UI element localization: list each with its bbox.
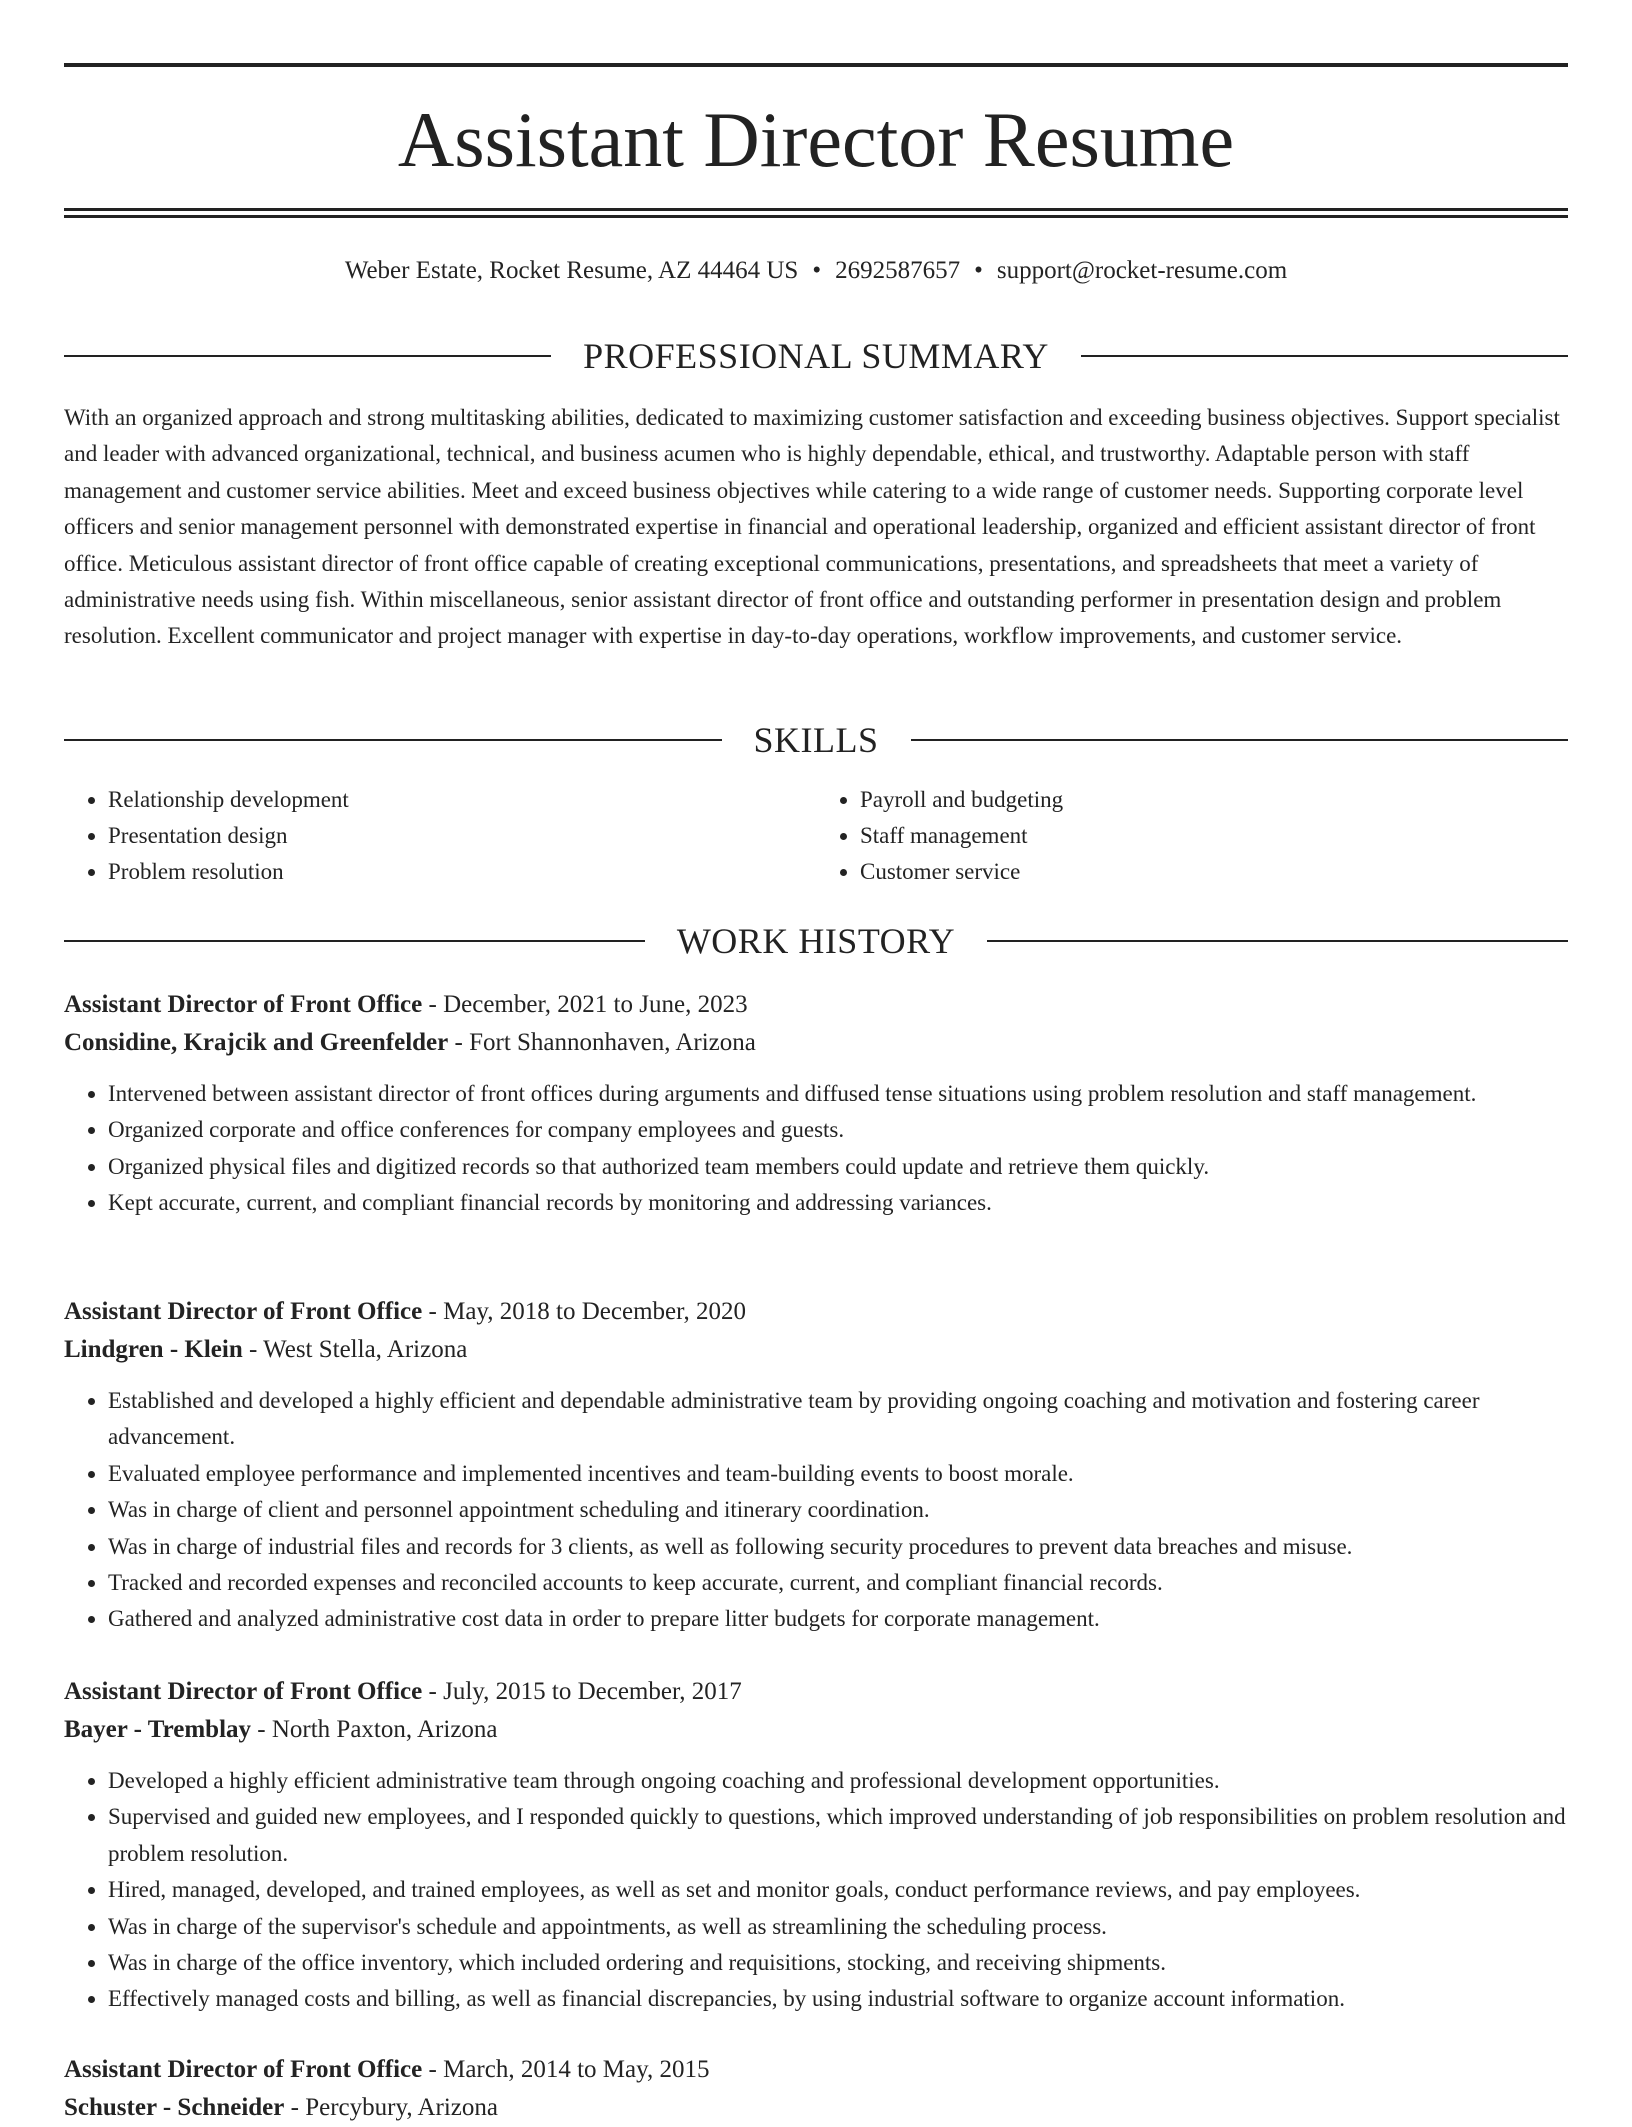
job-company-line	[64, 1331, 1568, 1369]
job-bullet: • Kept accurate, current, and compliant financial records by monitoring and addressing variances.	[108, 1185, 1568, 1221]
job-title-line	[64, 2051, 1568, 2089]
job-bullet: • Evaluated employee performance and implemented incentives and team-building events to boost morale.	[108, 1456, 1568, 1492]
job-company: Considine, Krajcik and Greenfelder	[64, 1029, 449, 1056]
job-bullet: • Hired, managed, developed, and trained employees, as well as set and monitor goals, conduct performance reviews, and pay employees.	[108, 1872, 1568, 1908]
job-title-line	[64, 1293, 1568, 1331]
job-bullet: • Was in charge of the supervisor's schedule and appointments, as well as streamlining the scheduling process.	[108, 1909, 1568, 1945]
double-rule	[64, 208, 1568, 218]
skill-item: • Problem resolution	[108, 854, 816, 890]
job-company-line	[64, 1024, 1568, 1062]
job-title-line	[64, 986, 1568, 1024]
job-dates: - May, 2018 to December, 2020	[428, 1298, 746, 1325]
separator-bullet: •	[812, 257, 822, 284]
job-location: - North Paxton, Arizona	[257, 1716, 498, 1743]
divider-line	[1081, 355, 1568, 357]
job-title: Assistant Director of Front Office	[64, 1298, 423, 1325]
job-entry	[64, 1293, 1568, 1638]
summary-heading: PROFESSIONAL SUMMARY	[583, 336, 1049, 376]
job-entry	[64, 986, 1568, 1222]
skill-item: • Customer service	[860, 854, 1568, 890]
skill-item: • Payroll and budgeting	[860, 782, 1568, 818]
job-bullet: • Gathered and analyzed administrative cost data in order to prepare litter budgets for corporate management.	[108, 1601, 1568, 1637]
job-bullet: • Was in charge of industrial files and records for 3 clients, as well as following security procedures to prevent data breaches and misuse.	[108, 1529, 1568, 1565]
resume-title: Assistant Director Resume	[397, 96, 1235, 183]
job-company-line	[64, 2089, 1568, 2127]
email[interactable]: support@rocket-resume.com	[996, 257, 1288, 284]
job-company: Lindgren - Klein	[64, 1336, 243, 1363]
skills-list	[64, 782, 1568, 890]
skills-heading: SKILLS	[753, 720, 879, 760]
job-bullets	[64, 1383, 1568, 1638]
job-location: - Percybury, Arizona	[290, 2094, 498, 2121]
divider-line	[911, 739, 1569, 741]
job-title: Assistant Director of Front Office	[64, 1678, 423, 1705]
job-location: - Fort Shannonhaven, Arizona	[454, 1029, 756, 1056]
divider-line	[64, 940, 645, 942]
job-title-line	[64, 1673, 1568, 1711]
job-dates: - July, 2015 to December, 2017	[428, 1678, 742, 1705]
skill-item: • Staff management	[860, 818, 1568, 854]
summary-heading-row	[64, 334, 1568, 378]
job-company: Schuster - Schneider	[64, 2094, 285, 2121]
job-bullet: • Was in charge of client and personnel appointment scheduling and itinerary coordination.	[108, 1492, 1568, 1528]
job-bullet: • Supervised and guided new employees, and I responded quickly to questions, which improved understanding of job responsibilities on problem resolution and problem resolution.	[108, 1799, 1568, 1872]
phone: 2692587657	[835, 257, 961, 284]
job-location: - West Stella, Arizona	[249, 1336, 468, 1363]
skills-column-right	[816, 782, 1568, 890]
skills-heading-row	[64, 718, 1568, 762]
skills-column-left	[64, 782, 816, 890]
skill-item: • Presentation design	[108, 818, 816, 854]
divider-line	[987, 940, 1568, 942]
separator-bullet: •	[974, 257, 983, 284]
top-rule	[64, 63, 1568, 67]
divider-line	[64, 355, 551, 357]
job-company-line	[64, 1711, 1568, 1749]
job-bullet: • Tracked and recorded expenses and reconciled accounts to keep accurate, current, and compliant financial records.	[108, 1565, 1568, 1601]
work-heading: WORK HISTORY	[676, 921, 956, 961]
job-bullet: • Organized physical files and digitized records so that authorized team members could update and retrieve them quickly.	[108, 1149, 1568, 1185]
summary-text: With an organized approach and strong multitasking abilities, dedicated to maximizing customer satisfaction and exceeding business objectives. Support specialist and leader with advanced organizational, technical, and business acumen who is highly dependable, ethical, and trustworthy. Adaptable person with staff management and customer service abilities. Meet and exceed business objectives while catering to a wide range of customer needs. Supporting corporate level officers and senior management personnel with demonstrated expertise in financial and operational leadership, organized and efficient assistant director of front office. Meticulous assistant director of front office capable of creating exceptional communications, presentations, and spreadsheets that meet a variety of administrative needs using fish. Within miscellaneous, senior assistant director of front office and outstanding performer in presentation design and problem resolution. Excellent communicator and project manager with expertise in day-to-day operations, workflow improvements, and customer service.	[64, 405, 1560, 649]
job-bullet: • Organized corporate and office conferences for company employees and guests.	[108, 1112, 1568, 1148]
divider-line	[64, 739, 722, 741]
job-bullet: • Intervened between assistant director of front offices during arguments and diffused tense situations using problem resolution and staff management.	[108, 1076, 1568, 1112]
job-entry	[64, 2051, 1568, 2127]
job-bullet: • Established and developed a highly efficient and dependable administrative team by providing ongoing coaching and motivation and fostering career advancement.	[108, 1383, 1568, 1456]
address: Weber Estate, Rocket Resume, AZ 44464 US	[344, 257, 799, 284]
job-title: Assistant Director of Front Office	[64, 2056, 423, 2083]
skill-item: • Relationship development	[108, 782, 816, 818]
contact-line	[64, 253, 1568, 289]
job-bullets	[64, 1763, 1568, 2018]
job-bullets	[64, 1076, 1568, 1222]
job-dates: - December, 2021 to June, 2023	[428, 991, 748, 1018]
job-bullet: • Effectively managed costs and billing, as well as financial discrepancies, by using industrial software to organize account information.	[108, 1981, 1568, 2017]
job-bullet: • Was in charge of the office inventory, which included ordering and requisitions, stocking, and receiving shipments.	[108, 1945, 1568, 1981]
job-title: Assistant Director of Front Office	[64, 991, 423, 1018]
job-entry	[64, 1673, 1568, 2018]
work-heading-row	[64, 919, 1568, 963]
job-dates: - March, 2014 to May, 2015	[428, 2056, 710, 2083]
job-company: Bayer - Tremblay	[64, 1716, 252, 1743]
job-bullet: • Developed a highly efficient administrative team through ongoing coaching and professional development opportunities.	[108, 1763, 1568, 1799]
